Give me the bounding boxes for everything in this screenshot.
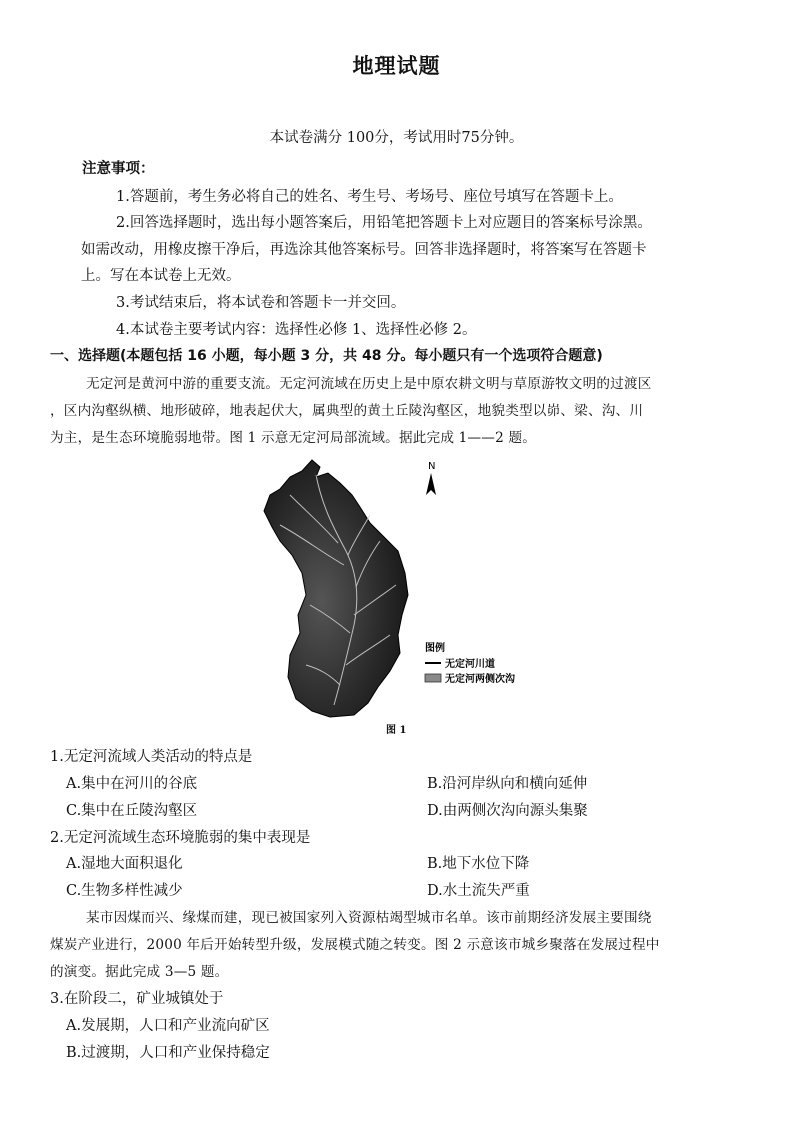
section-heading: 一、选择题(本题包括 16 小题，每小题 3 分，共 48 分。每小题只有一个选项符合题意) — [50, 348, 603, 364]
q1-option-d[interactable]: D.由两侧次沟向源头集聚 — [427, 803, 588, 819]
page-title: 地理试题 — [352, 54, 441, 78]
legend-gully-swatch — [425, 674, 441, 682]
notice-item-4: 4.本试卷主要考试内容：选择性必修 1、选择性必修 2。 — [116, 322, 477, 338]
q3-stem: 3.在阶段二，矿业城镇处于 — [50, 991, 224, 1007]
legend-title: 图例 — [425, 643, 445, 654]
q2-option-b[interactable]: B.地下水位下降 — [427, 856, 530, 872]
figure-1-caption: 图 1 — [386, 725, 407, 736]
q1-stem: 1.无定河流域人类活动的特点是 — [50, 749, 253, 765]
q1-option-b[interactable]: B.沿河岸纵向和横向延伸 — [427, 776, 588, 792]
q3-option-a[interactable]: A.发展期，人口和产业流向矿区 — [66, 1018, 270, 1034]
figure-1 — [250, 455, 550, 730]
basin-map — [250, 455, 550, 730]
q2-option-a[interactable]: A.湿地大面积退化 — [66, 856, 183, 872]
passage1-line3: 为主，是生态环境脆弱地带。图 1 示意无定河局部流域。据此完成 1——2 题。 — [50, 430, 537, 446]
passage2-line2: 煤炭产业进行，2000 年后开始转型升级，发展模式随之转变。图 2 示意该市城乡聚落在发展过程中 — [50, 937, 660, 953]
legend-gully-label: 无定河两侧次沟 — [445, 674, 515, 685]
notice-item-2-cont: 如需改动，用橡皮擦干净后，再选涂其他答案标号。回答非选择题时，将答案写在答题卡 — [81, 242, 647, 258]
q3-option-b[interactable]: B.过渡期，人口和产业保持稳定 — [66, 1045, 270, 1061]
notice-item-3: 3.考试结束后，将本试卷和答题卡一并交回。 — [116, 295, 406, 311]
notice-heading: 注意事项： — [82, 161, 155, 177]
q2-stem: 2.无定河流域生态环境脆弱的集中表现是 — [50, 830, 311, 846]
legend-river-label: 无定河川道 — [445, 659, 495, 670]
q2-option-d[interactable]: D.水土流失严重 — [427, 883, 530, 899]
passage2-line1: 某市因煤而兴、缘煤而建，现已被国家列入资源枯竭型城市名单。该市前期经济发展主要围绕 — [86, 910, 652, 926]
basin-area — [264, 460, 408, 717]
passage1-line1: 无定河是黄河中游的重要支流。无定河流域在历史上是中原农耕文明与草原游牧文明的过渡区 — [86, 376, 652, 392]
notice-item-1: 1.答题前，考生务必将自己的姓名、考生号、考场号、座位号填写在答题卡上。 — [116, 189, 623, 205]
north-arrow-icon — [426, 473, 436, 495]
notice-item-2: 2.回答选择题时，选出每小题答案后，用铅笔把答题卡上对应题目的答案标号涂黑。 — [116, 215, 652, 231]
notice-item-2-end: 上。写在本试卷上无效。 — [81, 268, 241, 284]
north-label: N — [428, 461, 436, 472]
q1-option-a[interactable]: A.集中在河川的谷底 — [66, 776, 198, 792]
q1-option-c[interactable]: C.集中在丘陵沟壑区 — [66, 803, 198, 819]
passage1-line2: ，区内沟壑纵横、地形破碎，地表起伏大，属典型的黄土丘陵沟壑区，地貌类型以峁、梁、沟、川 — [50, 403, 644, 419]
passage2-line3: 的演变。据此完成 3—5 题。 — [50, 964, 229, 980]
exam-intro: 本试卷满分 100分，考试用时75分钟。 — [269, 130, 524, 146]
q2-option-c[interactable]: C.生物多样性减少 — [66, 883, 183, 899]
